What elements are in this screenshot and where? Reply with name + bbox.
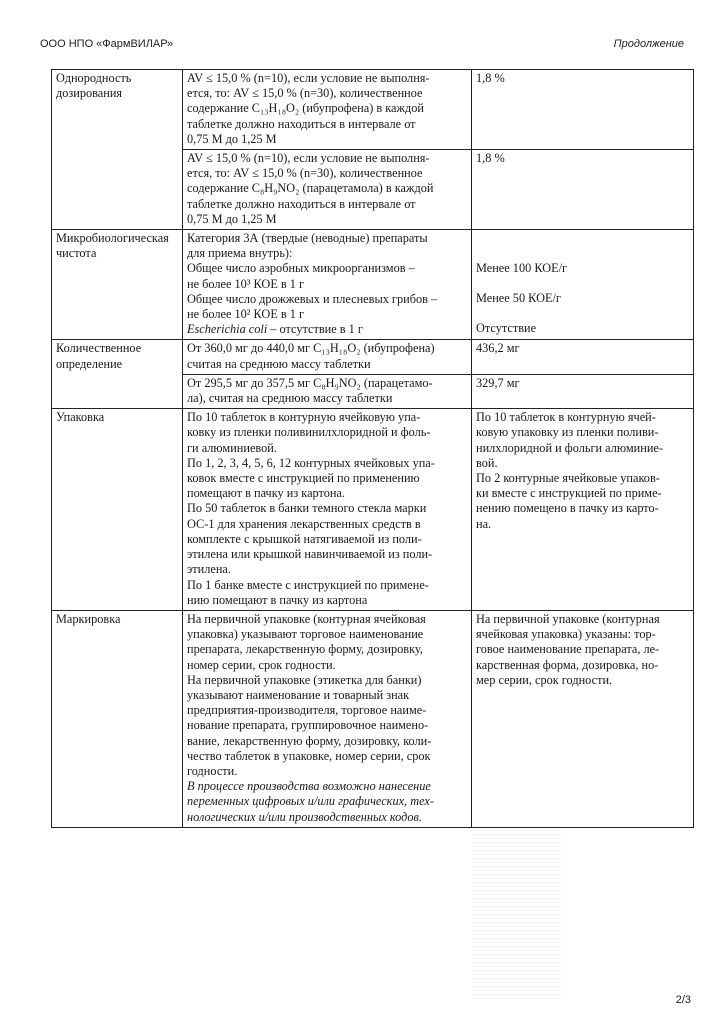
- result-cell: [472, 409, 694, 611]
- requirement-text: таблетке должно находиться в интервале от: [187, 116, 416, 131]
- result-text: Менее 50 КОЕ/г: [476, 291, 561, 306]
- table-row: [52, 70, 694, 150]
- result-cell: [472, 70, 694, 150]
- requirement-text: нование препарата, группировочное наимено-: [187, 718, 429, 733]
- requirement-text: не более 10² КОЕ в 1 г: [187, 307, 305, 322]
- requirement-text: ется, то: AV ≤ 15,0 % (n=30), количественное: [187, 86, 423, 101]
- indicator-cell: [52, 340, 183, 409]
- requirement-text: вание, лекарственную форму, дозировку, коли-: [187, 733, 432, 748]
- requirement-text: От 295,5 мг до 357,5 мг C₈H₉NO₂ (парацетамо-: [187, 375, 433, 390]
- requirement-text: чество таблеток в упаковке, номер серии, срок: [187, 748, 431, 763]
- requirement-text: 0,75 М до 1,25 М: [187, 131, 277, 146]
- requirement-text: Общее число дрожжевых и плесневых грибов –: [187, 291, 438, 306]
- result-text: ячейковая упаковка) указаны: тор-: [476, 627, 656, 642]
- requirement-text: По 1, 2, 3, 4, 5, 6, 12 контурных ячейковых упа-: [187, 455, 435, 470]
- indicator-name: Количественное: [56, 341, 142, 356]
- requirement-text: 0,75 М до 1,25 М: [187, 211, 277, 226]
- requirement-text: упаковка) указывают торговое наименование: [187, 627, 424, 642]
- requirement-text: препарата, лекарственную форму, дозировку,: [187, 642, 423, 657]
- result-text: вой.: [476, 455, 498, 470]
- requirement-text: По 10 таблеток в контурную ячейковую упа-: [187, 410, 421, 425]
- company-header: ООО НПО «ФармВИЛАР»: [40, 38, 174, 50]
- ecoli-name: Escherichia coli: [187, 322, 268, 337]
- result-cell: [472, 340, 694, 374]
- indicator-cell: [52, 230, 183, 340]
- table-row: [52, 230, 694, 340]
- requirement-cell: [183, 70, 472, 150]
- requirement-note: нологических и/или производственных кодов.: [187, 809, 422, 824]
- requirement-text: AV ≤ 15,0 % (n=10), если условие не выполня-: [187, 151, 430, 166]
- requirement-text: не более 10³ КОЕ в 1 г: [187, 276, 305, 291]
- requirement-text: номер серии, срок годности.: [187, 657, 336, 672]
- requirement-text: ется, то: AV ≤ 15,0 % (n=30), количественное: [187, 166, 423, 181]
- requirement-text: По 50 таблеток в банки темного стекла марки: [187, 501, 427, 516]
- result-text: По 2 контурные ячейковые упаков-: [476, 471, 660, 486]
- requirement-text: От 360,0 мг до 440,0 мг C₁₃H₁₈O₂ (ибупрофена): [187, 341, 435, 356]
- requirement-text: этилена или крышкой навинчиваемой из поли-: [187, 547, 433, 562]
- indicator-cell: [52, 409, 183, 611]
- requirement-cell: [183, 340, 472, 374]
- result-text: говое наименование препарата, ле-: [476, 642, 660, 657]
- requirement-text: ковок вместе с инструкцией по применению: [187, 471, 420, 486]
- requirement-text: годности.: [187, 763, 238, 778]
- result-text: По 10 таблеток в контурную ячей-: [476, 410, 656, 425]
- requirement-text: ковку из пленки поливинилхлоридной и фоль-: [187, 425, 431, 440]
- requirement-text: По 1 банке вместе с инструкцией по примене-: [187, 577, 429, 592]
- indicator-cell: [52, 70, 183, 230]
- result-text: На первичной упаковке (контурная: [476, 611, 660, 626]
- requirement-cell: [183, 610, 472, 827]
- indicator-cell: [52, 610, 183, 827]
- requirement-text: нию помещают в пачку из картона: [187, 592, 368, 607]
- requirement-note: переменных цифровых и/или графических, тех-: [187, 794, 434, 809]
- requirement-text: На первичной упаковке (этикетка для банки): [187, 672, 422, 687]
- requirement-cell: [183, 150, 472, 230]
- indicator-name: дозирования: [56, 86, 123, 101]
- specification-table: [51, 69, 694, 828]
- result-text: 1,8 %: [476, 71, 505, 85]
- requirement-text: комплекте с крышкой натягиваемой из поли-: [187, 531, 422, 546]
- requirement-note: В процессе производства возможно нанесение: [187, 779, 431, 794]
- indicator-name: Упаковка: [56, 410, 105, 425]
- result-text: ковую упаковку из пленки поливи-: [476, 425, 659, 440]
- requirement-text: Общее число аэробных микроорганизмов –: [187, 261, 415, 276]
- requirement-text: ла), считая на среднюю массу таблетки: [187, 391, 393, 406]
- requirement-cell: [183, 409, 472, 611]
- requirement-text: На первичной упаковке (контурная ячейковая: [187, 611, 426, 626]
- requirement-text: считая на среднюю массу таблетки: [187, 356, 371, 371]
- requirement-text: для приема внутрь):: [187, 246, 293, 261]
- result-text: мер серии, срок годности.: [476, 672, 613, 687]
- scan-artifact: [472, 830, 562, 1000]
- indicator-name: Однородность: [56, 71, 132, 85]
- page-number: 2/3: [675, 994, 691, 1006]
- requirement-text: предприятия-производителя, торговое наиме-: [187, 703, 427, 718]
- result-text: нению помещено в пачку из карто-: [476, 501, 659, 516]
- result-cell: [472, 610, 694, 827]
- requirement-text: AV ≤ 15,0 % (n=10), если условие не выполня-: [187, 71, 430, 85]
- requirement-cell: [183, 374, 472, 408]
- indicator-name: Маркировка: [56, 611, 121, 626]
- requirement-text: помещают в пачку из картона.: [187, 486, 345, 501]
- requirement-text: этилена.: [187, 562, 231, 577]
- result-cell: [472, 230, 694, 340]
- result-text: нилхлоридной и фольги алюминие-: [476, 440, 663, 455]
- requirement-text: [187, 322, 467, 337]
- requirement-text: таблетке должно находиться в интервале от: [187, 196, 416, 211]
- indicator-name: Микробиологическая: [56, 231, 169, 246]
- requirement-text: содержание C₈H₉NO₂ (парацетамола) в каждой: [187, 181, 434, 196]
- continuation-label: Продолжение: [613, 38, 684, 50]
- result-cell: [472, 150, 694, 230]
- result-text: на.: [476, 516, 492, 531]
- result-text: 1,8 %: [476, 151, 505, 166]
- requirement-text: содержание C₁₃H₁₈O₂ (ибупрофена) в каждой: [187, 101, 424, 116]
- result-text: карственная форма, дозировка, но-: [476, 657, 659, 672]
- requirement-text: Категория 3А (твердые (неводные) препараты: [187, 231, 428, 246]
- result-text: ки вместе с инструкцией по приме-: [476, 486, 662, 501]
- requirement-cell: [183, 230, 472, 340]
- result-cell: [472, 374, 694, 408]
- result-text: 329,7 мг: [476, 375, 520, 390]
- ecoli-requirement: – отсутствие в 1 г: [267, 322, 363, 337]
- indicator-name: определение: [56, 356, 123, 371]
- table-row: [52, 409, 694, 611]
- indicator-name: чистота: [56, 246, 97, 261]
- requirement-text: указывают наименование и товарный знак: [187, 687, 410, 702]
- requirement-text: ги алюминиевой.: [187, 440, 277, 455]
- result-text: Менее 100 КОЕ/г: [476, 261, 568, 276]
- result-text: Отсутствие: [476, 321, 537, 336]
- result-text: 436,2 мг: [476, 341, 520, 356]
- requirement-text: ОС-1 для хранения лекарственных средств в: [187, 516, 421, 531]
- table-row: [52, 340, 694, 374]
- table-row: [52, 610, 694, 827]
